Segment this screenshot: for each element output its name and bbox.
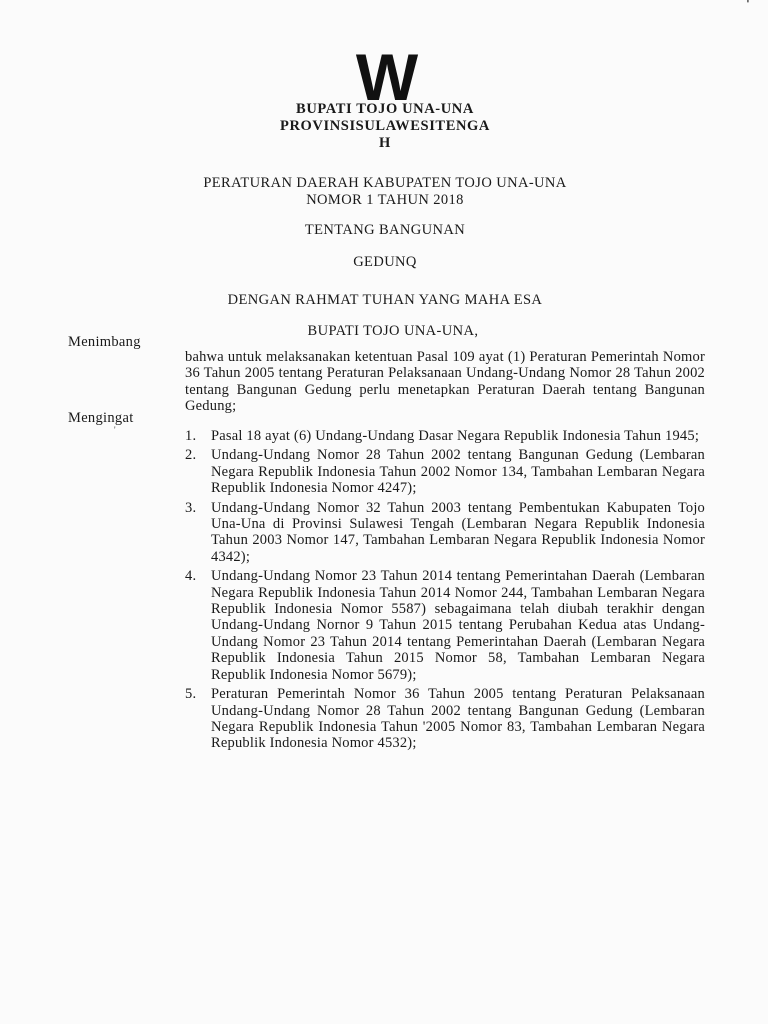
list-item: [185, 447, 705, 496]
list-item-number: 2.: [185, 447, 197, 464]
list-item-text: Pasal 18 ayat (6) Undang-Undang Dasar Negara Republik Indonesia Tahun 1945;: [211, 428, 700, 444]
header-provinsi: PROVINSISULAWESITENGA: [279, 118, 490, 134]
mengingat-tick: ': [114, 425, 116, 435]
list-item-text: Undang-Undang Nomor 28 Tahun 2002 tentang Bangunan Gedung (Lembaran Negara Republik Indonesia Tahun 2002 Nomor 134, Tambahan Lembaran Negara Republik Indonesia Nomor 4247);: [211, 447, 705, 497]
regulation-number: NOMOR 1 TAHUN 2018: [306, 192, 464, 208]
menimbang-text: bahwa untuk melaksanakan ketentuan Pasal 109 ayat (1) Peraturan Pemerintah Nomor 36 Tahun 2005 tentang Peraturan Pelaksanaan Undang-Undang Nomor 28 Tahun 2002 tentang Bangunan Gedung perlu menetapkan Peraturan Daerah tentang Bangunan Gedung;: [185, 349, 705, 415]
authority-line: BUPATI TOJO UNA-UNA,: [307, 323, 479, 339]
regulation-tentang: TENTANG BANGUNAN: [304, 222, 466, 238]
blessing-line: DENGAN RAHMAT TUHAN YANG MAHA ESA: [227, 292, 543, 308]
list-item-number: 3.: [185, 499, 197, 516]
list-item: [185, 428, 705, 444]
list-item-number: 1.: [185, 428, 197, 444]
list-item: [185, 568, 705, 683]
mengingat-list: [185, 428, 705, 755]
menimbang-label: Menimbang: [68, 334, 141, 350]
emblem-logo: W: [355, 40, 415, 114]
header-provinsi-tail: H: [379, 135, 391, 151]
mengingat-label: Mengingat: [68, 410, 134, 426]
regulation-subject: GEDUNQ: [353, 254, 417, 270]
header-bupati: BUPATI TOJO UNA-UNA: [296, 101, 474, 117]
list-item: [185, 686, 705, 752]
list-item-text: Peraturan Pemerintah Nomor 36 Tahun 2005 tentang Peraturan Pelaksanaan Undang-Undang Nomor 28 Tahun 2002 tentang Bangunan Gedung (Lembaran Negara Republik Indonesia Tahun '2005 Nomor 83, Tambahan Lembaran Negara Republik Indonesia Nomor 4532);: [211, 686, 705, 752]
list-item-number: 4.: [185, 568, 197, 585]
regulation-title: PERATURAN DAERAH KABUPATEN TOJO UNA-UNA: [203, 175, 567, 191]
corner-mark: ': [746, 0, 750, 13]
list-item-text: Undang-Undang Nomor 32 Tahun 2003 tentang Pembentukan Kabupaten Tojo Una-Una di Provinsi Sulawesi Tengah (Lembaran Negara Republik Indonesia Tahun 2003 Nomor 147, Tambahan Lembaran Negara Republik Indonesia Nomor 4342);: [211, 499, 705, 565]
list-item-number: 5.: [185, 686, 197, 703]
list-item-text: Undang-Undang Nomor 23 Tahun 2014 tentang Pemerintahan Daerah (Lembaran Negara Republik Indonesia Tahun 2014 Nomor 244, Tambahan Lembaran Negara Republik Indonesia Nomor 5587) sebagaimana telah diubah terakhir dengan Undang-Undang Nornor 9 Tahun 2015 tentang Perubahan Kedua atas Undang-Undang Nomor 23 Tahun 2014 tentang Pemerintahan Daerah (Lembaran Negara Republik Indonesia Tahun 2015 Nomor 58, Tambahan Lembaran Negara Republik Indonesia Nomor 5679);: [211, 568, 705, 683]
list-item: [185, 500, 705, 566]
